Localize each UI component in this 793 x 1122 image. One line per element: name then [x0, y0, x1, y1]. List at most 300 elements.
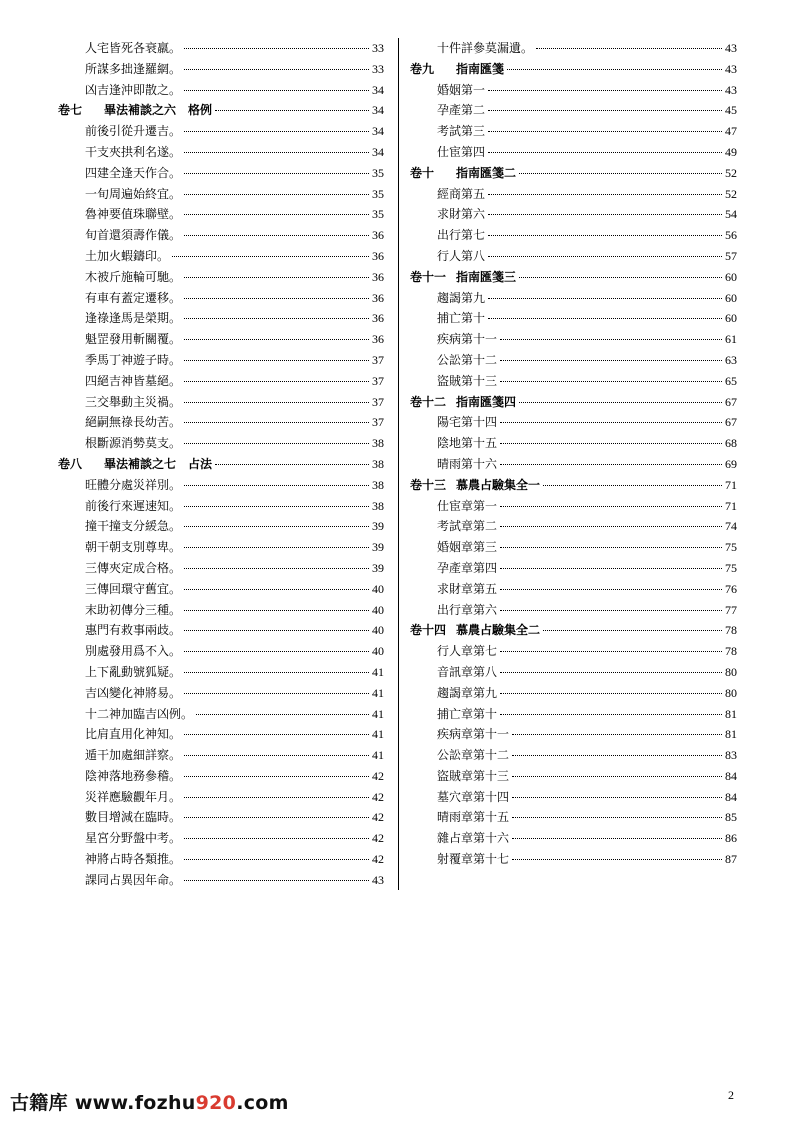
- toc-entry: [410, 807, 737, 828]
- dot-leader: [500, 506, 722, 507]
- dot-leader: [196, 714, 369, 715]
- toc-page-number: 85: [725, 810, 737, 825]
- toc-entry-title: 所謀多拙逢羅網。: [85, 61, 182, 76]
- toc-entry: [58, 870, 384, 891]
- dot-leader: [507, 69, 722, 70]
- toc-page-number: 41: [372, 748, 384, 763]
- toc-page-number: 86: [725, 831, 737, 846]
- toc-page-number: 39: [372, 519, 384, 534]
- toc-entry: [410, 80, 737, 101]
- dot-leader: [184, 90, 369, 91]
- site-url: www.fozhu920.com: [74, 1092, 289, 1114]
- toc-entry-title: 絕嗣無祿長幼苦。: [85, 415, 182, 430]
- dot-leader: [519, 173, 722, 174]
- toc-entry: [58, 745, 384, 766]
- toc-page-number: 36: [372, 269, 384, 284]
- toc-page-number: 68: [725, 436, 737, 451]
- toc-entry: [410, 600, 737, 621]
- toc-page-number: 67: [725, 415, 737, 430]
- toc-entry-title: 神將占時各類推。: [85, 852, 182, 867]
- toc-page-number: 37: [372, 373, 384, 388]
- dot-leader: [500, 714, 722, 715]
- toc-page-number: 81: [725, 706, 737, 721]
- toc-entry-title: 趨謁章第九: [437, 685, 498, 700]
- toc-entry: [410, 433, 737, 454]
- dot-leader: [184, 298, 369, 299]
- toc-volume-label: 卷八: [58, 456, 83, 471]
- dot-leader: [184, 672, 369, 673]
- toc-entry: [410, 849, 737, 870]
- toc-entry-title: 木被斤施輪可馳。: [85, 269, 182, 284]
- toc-entry-title: 惠門有救事兩歧。: [85, 623, 182, 638]
- dot-leader: [184, 797, 369, 798]
- toc-entry-title: 趨謁第九: [437, 290, 486, 305]
- dot-leader: [184, 131, 369, 132]
- toc-entry-title: 慕農占驗集全二: [456, 623, 541, 638]
- toc-page-number: 76: [725, 581, 737, 596]
- toc-right-column: [410, 38, 737, 870]
- dot-leader: [512, 838, 722, 839]
- toc-entry-title: 一旬周遍始終宜。: [85, 186, 182, 201]
- toc-entry-title: 陰神落地務參稽。: [85, 768, 182, 783]
- toc-entry: [58, 433, 384, 454]
- toc-chapter-heading: [410, 267, 737, 288]
- toc-entry-title: 求財第六: [437, 207, 486, 222]
- dot-leader: [500, 589, 722, 590]
- dot-leader: [512, 817, 722, 818]
- toc-entry: [410, 558, 737, 579]
- toc-entry-title: 慕農占驗集全一: [456, 477, 541, 492]
- toc-chapter-heading: [410, 59, 737, 80]
- dot-leader: [512, 859, 722, 860]
- dot-leader: [184, 402, 369, 403]
- toc-page-number: 47: [725, 124, 737, 139]
- toc-entry: [410, 745, 737, 766]
- toc-entry: [410, 787, 737, 808]
- toc-entry: [58, 184, 384, 205]
- toc-entry-title: 土加火蝦鑄印。: [85, 248, 170, 263]
- toc-page-number: 75: [725, 540, 737, 555]
- toc-entry: [410, 184, 737, 205]
- toc-page-number: 42: [372, 789, 384, 804]
- toc-page-number: 81: [725, 727, 737, 742]
- dot-leader: [184, 152, 369, 153]
- toc-page-number: 42: [372, 768, 384, 783]
- toc-entry: [58, 683, 384, 704]
- toc-page-number: 52: [725, 186, 737, 201]
- toc-entry: [58, 204, 384, 225]
- dot-leader: [500, 422, 722, 423]
- toc-entry-title: 上下亂動號狐疑。: [85, 664, 182, 679]
- toc-page-number: 36: [372, 248, 384, 263]
- toc-page-number: 78: [725, 623, 737, 638]
- toc-page-number: 40: [372, 644, 384, 659]
- toc-page-number: 60: [725, 290, 737, 305]
- toc-page-number: 41: [372, 664, 384, 679]
- site-name: 古籍库: [10, 1092, 68, 1114]
- dot-leader: [184, 568, 369, 569]
- dot-leader: [512, 797, 722, 798]
- toc-page-number: 34: [372, 103, 384, 118]
- toc-chapter-heading: [58, 100, 384, 121]
- toc-entry: [410, 288, 737, 309]
- toc-entry: [410, 350, 737, 371]
- dot-leader: [184, 630, 369, 631]
- toc-page-number: 43: [725, 41, 737, 55]
- toc-page-number: 42: [372, 831, 384, 846]
- toc-volume-label: 卷十三: [410, 477, 447, 492]
- toc-entry-title: 陽宅第十四: [437, 415, 498, 430]
- dot-leader: [184, 48, 369, 49]
- toc-volume-label: 卷十: [410, 165, 435, 180]
- dot-leader: [184, 526, 369, 527]
- dot-leader: [184, 381, 369, 382]
- toc-entry-title: 十二神加臨吉凶例。: [85, 706, 194, 721]
- toc-page-number: 52: [725, 165, 737, 180]
- toc-entry-title: 捕亡第十: [437, 311, 486, 326]
- toc-entry-title: 仕宦章第一: [437, 498, 498, 513]
- dot-leader: [512, 734, 722, 735]
- toc-entry-title: 比肩直用化神知。: [85, 727, 182, 742]
- toc-entry-title: 考試第三: [437, 124, 486, 139]
- toc-page-number: 37: [372, 394, 384, 409]
- toc-entry: [58, 620, 384, 641]
- dot-leader: [172, 256, 369, 257]
- dot-leader: [536, 48, 722, 49]
- dot-leader: [500, 547, 722, 548]
- toc-page-number: 40: [372, 623, 384, 638]
- toc-entry: [410, 100, 737, 121]
- toc-entry-title: 捕亡章第十: [437, 706, 498, 721]
- toc-page-number: 34: [372, 144, 384, 159]
- toc-entry-title: 指南匯箋三: [456, 269, 517, 284]
- toc-page-number: 75: [725, 560, 737, 575]
- toc-chapter-heading: [410, 163, 737, 184]
- toc-page-number: 54: [725, 207, 737, 222]
- toc-entry-title: 指南匯箋二: [456, 165, 517, 180]
- toc-entry-title: 孕產章第四: [437, 560, 498, 575]
- dot-leader: [519, 402, 722, 403]
- toc-entry-title: 晴雨第十六: [437, 456, 498, 471]
- toc-page-number: 71: [725, 498, 737, 513]
- toc-left-column: [58, 38, 384, 891]
- toc-entry-title: 前後引從升遷吉。: [85, 124, 182, 139]
- toc-volume-label: 卷十一: [410, 269, 447, 284]
- toc-entry: [58, 724, 384, 745]
- dot-leader: [543, 485, 722, 486]
- dot-leader: [500, 693, 722, 694]
- toc-page-number: 36: [372, 332, 384, 347]
- toc-page-number: 33: [372, 41, 384, 55]
- toc-page-number: 41: [372, 727, 384, 742]
- toc-entry: [58, 225, 384, 246]
- toc-entry: [58, 849, 384, 870]
- dot-leader: [500, 381, 722, 382]
- toc-entry: [58, 641, 384, 662]
- toc-entry: [410, 454, 737, 475]
- dot-leader: [488, 90, 722, 91]
- toc-page-number: 80: [725, 664, 737, 679]
- toc-entry: [410, 516, 737, 537]
- toc-entry: [410, 38, 737, 59]
- toc-page-number: 45: [725, 103, 737, 118]
- dot-leader: [488, 298, 722, 299]
- toc-page-number: 78: [725, 644, 737, 659]
- toc-entry-title: 求財章第五: [437, 581, 498, 596]
- toc-entry-title: 晴雨章第十五: [437, 810, 510, 825]
- toc-entry-title: 疾病第十一: [437, 332, 498, 347]
- dot-leader: [543, 630, 722, 631]
- toc-page-number: 60: [725, 311, 737, 326]
- toc-entry: [410, 412, 737, 433]
- toc-page-number: 84: [725, 789, 737, 804]
- toc-entry-title: 前後行來遲速知。: [85, 498, 182, 513]
- toc-entry: [410, 641, 737, 662]
- toc-entry: [58, 600, 384, 621]
- toc-entry: [58, 121, 384, 142]
- toc-entry: [58, 371, 384, 392]
- dot-leader: [488, 318, 722, 319]
- dot-leader: [184, 880, 369, 881]
- toc-page-number: 60: [725, 269, 737, 284]
- site-watermark: [10, 1088, 289, 1115]
- toc-page-number: 63: [725, 352, 737, 367]
- toc-chapter-heading: [410, 620, 737, 641]
- toc-entry: [58, 267, 384, 288]
- dot-leader: [500, 651, 722, 652]
- page-number: 2: [728, 1088, 734, 1102]
- toc-entry-title: 出行第七: [437, 228, 486, 243]
- toc-entry-title: 盜賊第十三: [437, 373, 498, 388]
- toc-entry: [410, 225, 737, 246]
- toc-entry-title: 仕宦第四: [437, 144, 486, 159]
- toc-page-number: 33: [372, 61, 384, 76]
- toc-volume-label: 卷九: [410, 61, 435, 76]
- dot-leader: [500, 443, 722, 444]
- dot-leader: [500, 610, 722, 611]
- toc-entry-title: 出行章第六: [437, 602, 498, 617]
- dot-leader: [488, 214, 722, 215]
- toc-entry-title: 星宮分野盤中考。: [85, 831, 182, 846]
- toc-entry: [410, 724, 737, 745]
- dot-leader: [184, 339, 369, 340]
- toc-entry: [58, 163, 384, 184]
- toc-entry-title: 經商第五: [437, 186, 486, 201]
- toc-entry-title: 指南匯箋四: [456, 394, 517, 409]
- toc-page-number: 71: [725, 477, 737, 492]
- toc-page-number: 35: [372, 165, 384, 180]
- toc-entry-title: 人宅皆死各衰羸。: [85, 41, 182, 55]
- toc-page-number: 39: [372, 540, 384, 555]
- toc-volume-label: 卷十二: [410, 394, 447, 409]
- toc-entry: [58, 350, 384, 371]
- toc-entry-title: 吉凶變化神將易。: [85, 685, 182, 700]
- toc-entry-title: 疾病章第十一: [437, 727, 510, 742]
- toc-volume-label: 卷七: [58, 103, 83, 118]
- toc-page-number: 35: [372, 207, 384, 222]
- toc-entry-title: 災祥應驗觀年月。: [85, 789, 182, 804]
- dot-leader: [184, 547, 369, 548]
- dot-leader: [500, 339, 722, 340]
- dot-leader: [184, 69, 369, 70]
- toc-entry: [58, 579, 384, 600]
- dot-leader: [215, 464, 369, 465]
- toc-entry: [58, 558, 384, 579]
- toc-entry-title: 季馬丁神遊子時。: [85, 352, 182, 367]
- toc-page-number: 87: [725, 852, 737, 867]
- toc-page-number: 37: [372, 352, 384, 367]
- dot-leader: [184, 443, 369, 444]
- toc-page-number: 56: [725, 228, 737, 243]
- toc-page-number: 41: [372, 685, 384, 700]
- toc-entry: [58, 142, 384, 163]
- toc-entry-title: 干支夾拱利名遂。: [85, 144, 182, 159]
- dot-leader: [500, 526, 722, 527]
- toc-entry: [58, 475, 384, 496]
- dot-leader: [184, 506, 369, 507]
- toc-entry-title: 撞干撞支分緩急。: [85, 519, 182, 534]
- toc-page-number: 69: [725, 456, 737, 471]
- toc-page-number: 42: [372, 852, 384, 867]
- toc-entry-title: 凶吉逢沖即散之。: [85, 82, 182, 97]
- toc-entry: [410, 246, 737, 267]
- toc-page-number: 43: [725, 82, 737, 97]
- toc-entry-title: 婚姻章第三: [437, 540, 498, 555]
- dot-leader: [488, 131, 722, 132]
- toc-entry: [58, 496, 384, 517]
- toc-entry: [58, 246, 384, 267]
- toc-entry: [58, 766, 384, 787]
- dot-leader: [184, 859, 369, 860]
- toc-page-number: 34: [372, 82, 384, 97]
- toc-entry: [58, 828, 384, 849]
- dot-leader: [500, 568, 722, 569]
- dot-leader: [500, 360, 722, 361]
- toc-entry-title: 數目增減在臨時。: [85, 810, 182, 825]
- toc-entry-title: 課同占異因年命。: [85, 872, 182, 887]
- toc-page-number: 61: [725, 332, 737, 347]
- dot-leader: [184, 776, 369, 777]
- toc-entry-title: 別處發用爲不入。: [85, 644, 182, 659]
- toc-entry: [410, 662, 737, 683]
- toc-entry: [410, 121, 737, 142]
- toc-entry-title: 墓穴章第十四: [437, 789, 510, 804]
- dot-leader: [184, 734, 369, 735]
- toc-page-number: 37: [372, 415, 384, 430]
- dot-leader: [500, 464, 722, 465]
- toc-page-number: 42: [372, 810, 384, 825]
- toc-entry: [410, 329, 737, 350]
- toc-entry-title: 公訟章第十二: [437, 748, 510, 763]
- toc-page-number: 38: [372, 436, 384, 451]
- toc-entry: [58, 662, 384, 683]
- toc-entry-title: 末助初傳分三種。: [85, 602, 182, 617]
- toc-entry: [58, 807, 384, 828]
- dot-leader: [488, 110, 722, 111]
- toc-entry-title: 公訟第十二: [437, 352, 498, 367]
- dot-leader: [184, 817, 369, 818]
- toc-entry: [410, 579, 737, 600]
- dot-leader: [512, 776, 722, 777]
- dot-leader: [184, 173, 369, 174]
- toc-entry-title: 魯神要值珠聯壁。: [85, 207, 182, 222]
- toc-page-number: 43: [725, 61, 737, 76]
- toc-entry: [58, 308, 384, 329]
- dot-leader: [488, 235, 722, 236]
- toc-entry-title: 婚姻第一: [437, 82, 486, 97]
- dot-leader: [184, 755, 369, 756]
- toc-entry-title: 雜占章第十六: [437, 831, 510, 846]
- toc-entry-title: 指南匯箋: [456, 61, 505, 76]
- toc-page-number: 38: [372, 477, 384, 492]
- dot-leader: [184, 214, 369, 215]
- toc-entry: [58, 59, 384, 80]
- toc-page-number: 38: [372, 498, 384, 513]
- dot-leader: [488, 256, 722, 257]
- toc-entry: [58, 38, 384, 59]
- dot-leader: [184, 610, 369, 611]
- toc-chapter-heading: [410, 475, 737, 496]
- toc-entry-title: 旬首還須壽作儀。: [85, 228, 182, 243]
- toc-entry-title: 朝干朝支別尊卑。: [85, 540, 182, 555]
- toc-entry-title: 四建全逢天作合。: [85, 165, 182, 180]
- toc-page-number: 39: [372, 560, 384, 575]
- toc-entry-title: 逢祿逢馬是榮期。: [85, 311, 182, 326]
- toc-page-number: 36: [372, 290, 384, 305]
- toc-page-number: 74: [725, 519, 737, 534]
- toc-entry: [410, 371, 737, 392]
- toc-page-number: 41: [372, 706, 384, 721]
- toc-page-number: 77: [725, 602, 737, 617]
- dot-leader: [488, 152, 722, 153]
- toc-entry: [410, 142, 737, 163]
- dot-leader: [184, 422, 369, 423]
- toc-entry-title: 音訊章第八: [437, 664, 498, 679]
- toc-entry: [58, 80, 384, 101]
- dot-leader: [184, 277, 369, 278]
- toc-entry-title: 遁干加處細詳察。: [85, 748, 182, 763]
- dot-leader: [215, 110, 369, 111]
- dot-leader: [184, 194, 369, 195]
- dot-leader: [184, 235, 369, 236]
- toc-entry: [410, 704, 737, 725]
- dot-leader: [184, 360, 369, 361]
- toc-page-number: 40: [372, 581, 384, 596]
- toc-page-number: 83: [725, 748, 737, 763]
- dot-leader: [184, 651, 369, 652]
- toc-page-number: 65: [725, 373, 737, 388]
- toc-entry: [410, 683, 737, 704]
- toc-entry-title: 三傳回環守舊宜。: [85, 581, 182, 596]
- toc-entry-title: 三交舉動主災禍。: [85, 394, 182, 409]
- toc-entry-title: 盜賊章第十三: [437, 768, 510, 783]
- toc-volume-label: 卷十四: [410, 623, 447, 638]
- toc-entry-title: 孕產第二: [437, 103, 486, 118]
- toc-entry-title: 畢法補談之六 格例: [104, 103, 213, 118]
- toc-entry-title: 陰地第十五: [437, 436, 498, 451]
- toc-page-number: 43: [372, 872, 384, 887]
- toc-page-number: 49: [725, 144, 737, 159]
- toc-entry: [58, 516, 384, 537]
- toc-entry: [58, 329, 384, 350]
- toc-entry: [410, 308, 737, 329]
- toc-entry: [58, 412, 384, 433]
- toc-entry: [410, 828, 737, 849]
- toc-entry-title: 根斷源消勢莫支。: [85, 436, 182, 451]
- toc-entry: [410, 204, 737, 225]
- toc-entry: [410, 496, 737, 517]
- toc-entry: [58, 288, 384, 309]
